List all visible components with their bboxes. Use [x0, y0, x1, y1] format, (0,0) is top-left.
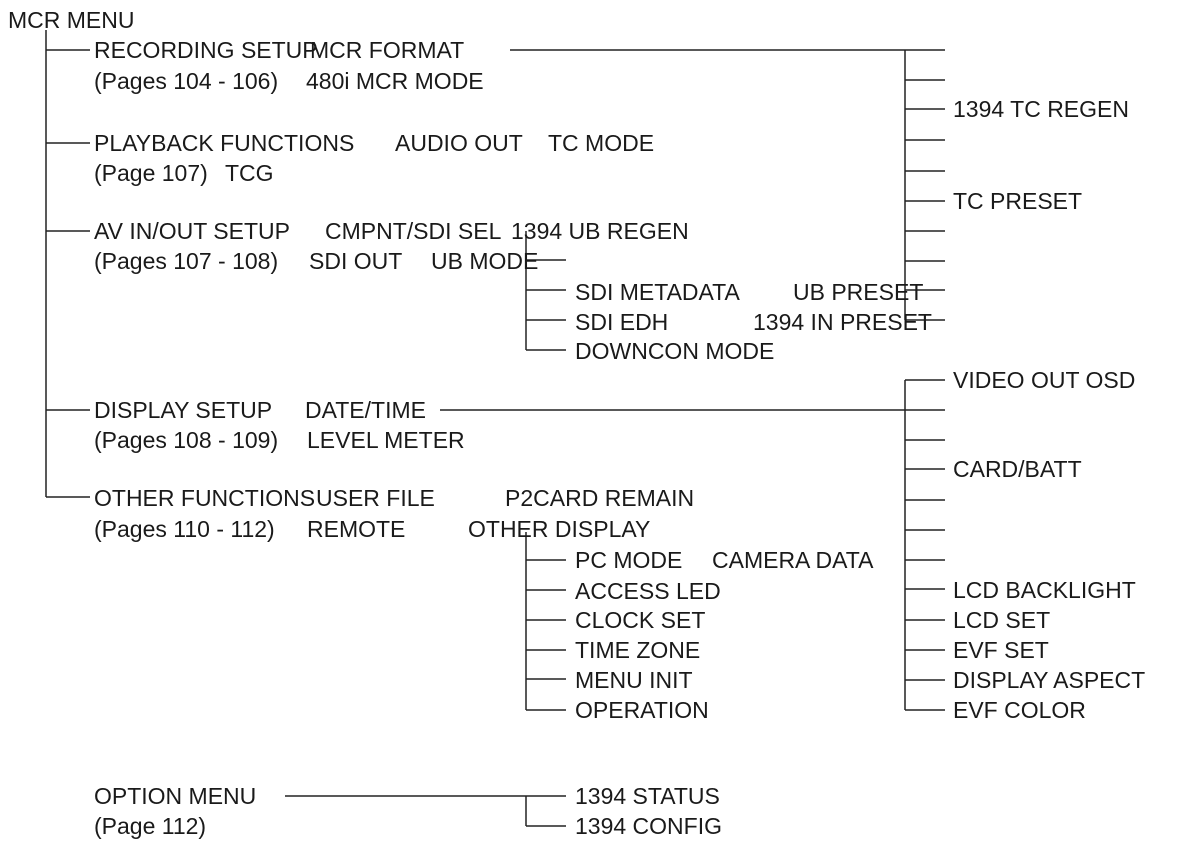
option-menu-title: OPTION MENU: [94, 783, 257, 809]
other-functions-item: MENU INIT: [575, 667, 693, 693]
option-menu-item: 1394 STATUS: [575, 783, 720, 809]
right-top-item: 1394 UB REGEN: [511, 218, 689, 244]
other-functions-title: OTHER FUNCTIONS: [94, 485, 316, 511]
playback-functions-item: TC MODE: [548, 130, 655, 156]
display-setup-item: LEVEL METER: [307, 427, 465, 453]
option-menu-pages: (Page 112): [94, 813, 207, 839]
right-bottom-item: CAMERA DATA: [712, 547, 874, 573]
recording-setup-item: 480i MCR MODE: [306, 68, 484, 94]
other-functions-item: PC MODE: [575, 547, 683, 573]
right-top-item: 1394 TC REGEN: [953, 96, 1129, 122]
root-label: MCR MENU: [8, 7, 135, 33]
other-functions-pages: (Pages 110 - 112): [94, 516, 275, 542]
right-top-item: UB MODE: [431, 248, 539, 274]
recording-setup-title: RECORDING SETUP: [94, 37, 318, 63]
display-setup-title: DISPLAY SETUP: [94, 397, 273, 423]
playback-functions-item: AUDIO OUT: [395, 130, 523, 156]
recording-setup-item: MCR FORMAT: [310, 37, 465, 63]
right-top-item: TC PRESET: [953, 188, 1083, 214]
right-bottom-item: DISPLAY ASPECT: [953, 667, 1146, 693]
other-functions-item: USER FILE: [316, 485, 435, 511]
other-functions-item: REMOTE: [307, 516, 406, 542]
right-bottom-item: LCD SET: [953, 607, 1051, 633]
right-bottom-item: LCD BACKLIGHT: [953, 577, 1136, 603]
av-setup-item: CMPNT/SDI SEL: [325, 218, 502, 244]
other-functions-item: ACCESS LED: [575, 578, 721, 604]
playback-functions-pages: (Page 107): [94, 160, 208, 186]
right-bottom-item: P2CARD REMAIN: [505, 485, 695, 511]
right-top-item: UB PRESET: [793, 279, 924, 305]
right-top-item: 1394 IN PRESET: [753, 309, 932, 335]
display-setup-pages: (Pages 108 - 109): [94, 427, 279, 453]
av-setup-item: SDI METADATA: [575, 279, 740, 305]
option-menu-item: 1394 CONFIG: [575, 813, 722, 839]
other-functions-item: OPERATION: [575, 697, 709, 723]
other-functions-item: TIME ZONE: [575, 637, 701, 663]
right-bottom-item: EVF SET: [953, 637, 1049, 663]
playback-functions-item: TCG: [225, 160, 274, 186]
av-setup-title: AV IN/OUT SETUP: [94, 218, 290, 244]
right-bottom-item: CARD/BATT: [953, 456, 1082, 482]
other-functions-item: CLOCK SET: [575, 607, 706, 633]
av-setup-pages: (Pages 107 - 108): [94, 248, 279, 274]
right-bottom-item: OTHER DISPLAY: [468, 516, 651, 542]
right-bottom-item: VIDEO OUT OSD: [953, 367, 1136, 393]
av-setup-item: DOWNCON MODE: [575, 338, 775, 364]
av-setup-item: SDI EDH: [575, 309, 669, 335]
right-bottom-item: EVF COLOR: [953, 697, 1086, 723]
av-setup-item: SDI OUT: [309, 248, 403, 274]
recording-setup-pages: (Pages 104 - 106): [94, 68, 279, 94]
playback-functions-title: PLAYBACK FUNCTIONS: [94, 130, 355, 156]
display-setup-item: DATE/TIME: [305, 397, 426, 423]
